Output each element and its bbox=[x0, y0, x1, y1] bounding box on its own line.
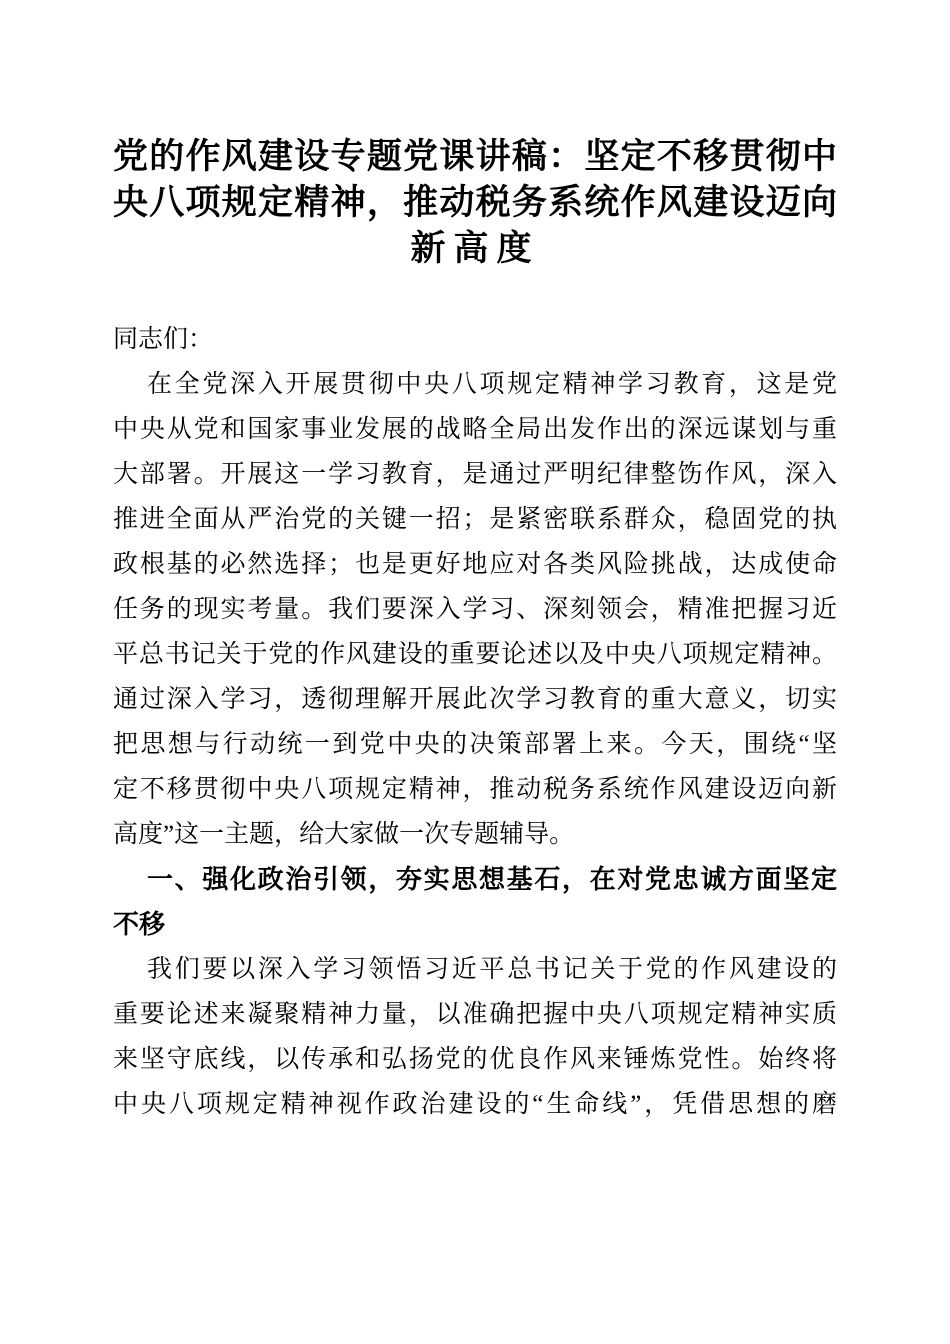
text-line: 央八项规定精神，推动税务系统作风建设迈向 bbox=[113, 183, 837, 222]
text-line: 我们要以深入学习领悟习近平总书记关于党的作风建设的 bbox=[147, 956, 837, 983]
text-line: 政根基的必然选择；也是更好地应对各类风险挑战，达成使命 bbox=[113, 551, 837, 578]
paragraph bbox=[113, 362, 837, 857]
text-line: 大部署。开展这一学习教育，是通过严明纪律整饬作风，深入 bbox=[113, 461, 837, 488]
text-line: 同志们： bbox=[113, 326, 214, 353]
document-body bbox=[113, 317, 837, 1127]
document-title bbox=[113, 134, 837, 272]
text-line: 来坚守底线，以传承和弘扬党的优良作风来锤炼党性。始终将 bbox=[113, 1046, 837, 1073]
text-line: 定不移贯彻中央八项规定精神，推动税务系统作风建设迈向新 bbox=[113, 776, 837, 803]
text-line: 把思想与行动统一到党中央的决策部署上来。今天，围绕“坚 bbox=[113, 731, 837, 758]
paragraph bbox=[113, 317, 837, 362]
document-content bbox=[113, 134, 837, 1127]
text-line: 通过深入学习，透彻理解开展此次学习教育的重大意义，切实 bbox=[113, 686, 837, 713]
text-line: 一、强化政治引领，夯实思想基石，在对党忠诚方面坚定 bbox=[147, 864, 837, 894]
text-line: 推进全面从严治党的关键一招；是紧密联系群众，稳固党的执 bbox=[113, 506, 837, 533]
text-line: 在全党深入开展贯彻中央八项规定精神学习教育，这是党 bbox=[147, 371, 837, 398]
text-line: 平总书记关于党的作风建设的重要论述以及中央八项规定精神。 bbox=[113, 641, 837, 668]
text-line: 重要论述来凝聚精神力量，以准确把握中央八项规定精神实质 bbox=[113, 1001, 837, 1028]
paragraph bbox=[113, 947, 837, 1127]
text-line: 党的作风建设专题党课讲稿：坚定不移贯彻中 bbox=[113, 137, 837, 176]
text-line: 中央从党和国家事业发展的战略全局出发作出的深远谋划与重 bbox=[113, 416, 837, 443]
section-heading bbox=[113, 857, 837, 947]
text-line: 任务的现实考量。我们要深入学习、深刻领会，精准把握习近 bbox=[113, 596, 837, 623]
text-line: 高度”这一主题，给大家做一次专题辅导。 bbox=[113, 821, 575, 848]
text-line: 新高度 bbox=[410, 229, 540, 268]
text-line: 中央八项规定精神视作政治建设的“生命线”，凭借思想的磨 bbox=[113, 1091, 837, 1118]
text-line: 不移 bbox=[113, 909, 166, 939]
